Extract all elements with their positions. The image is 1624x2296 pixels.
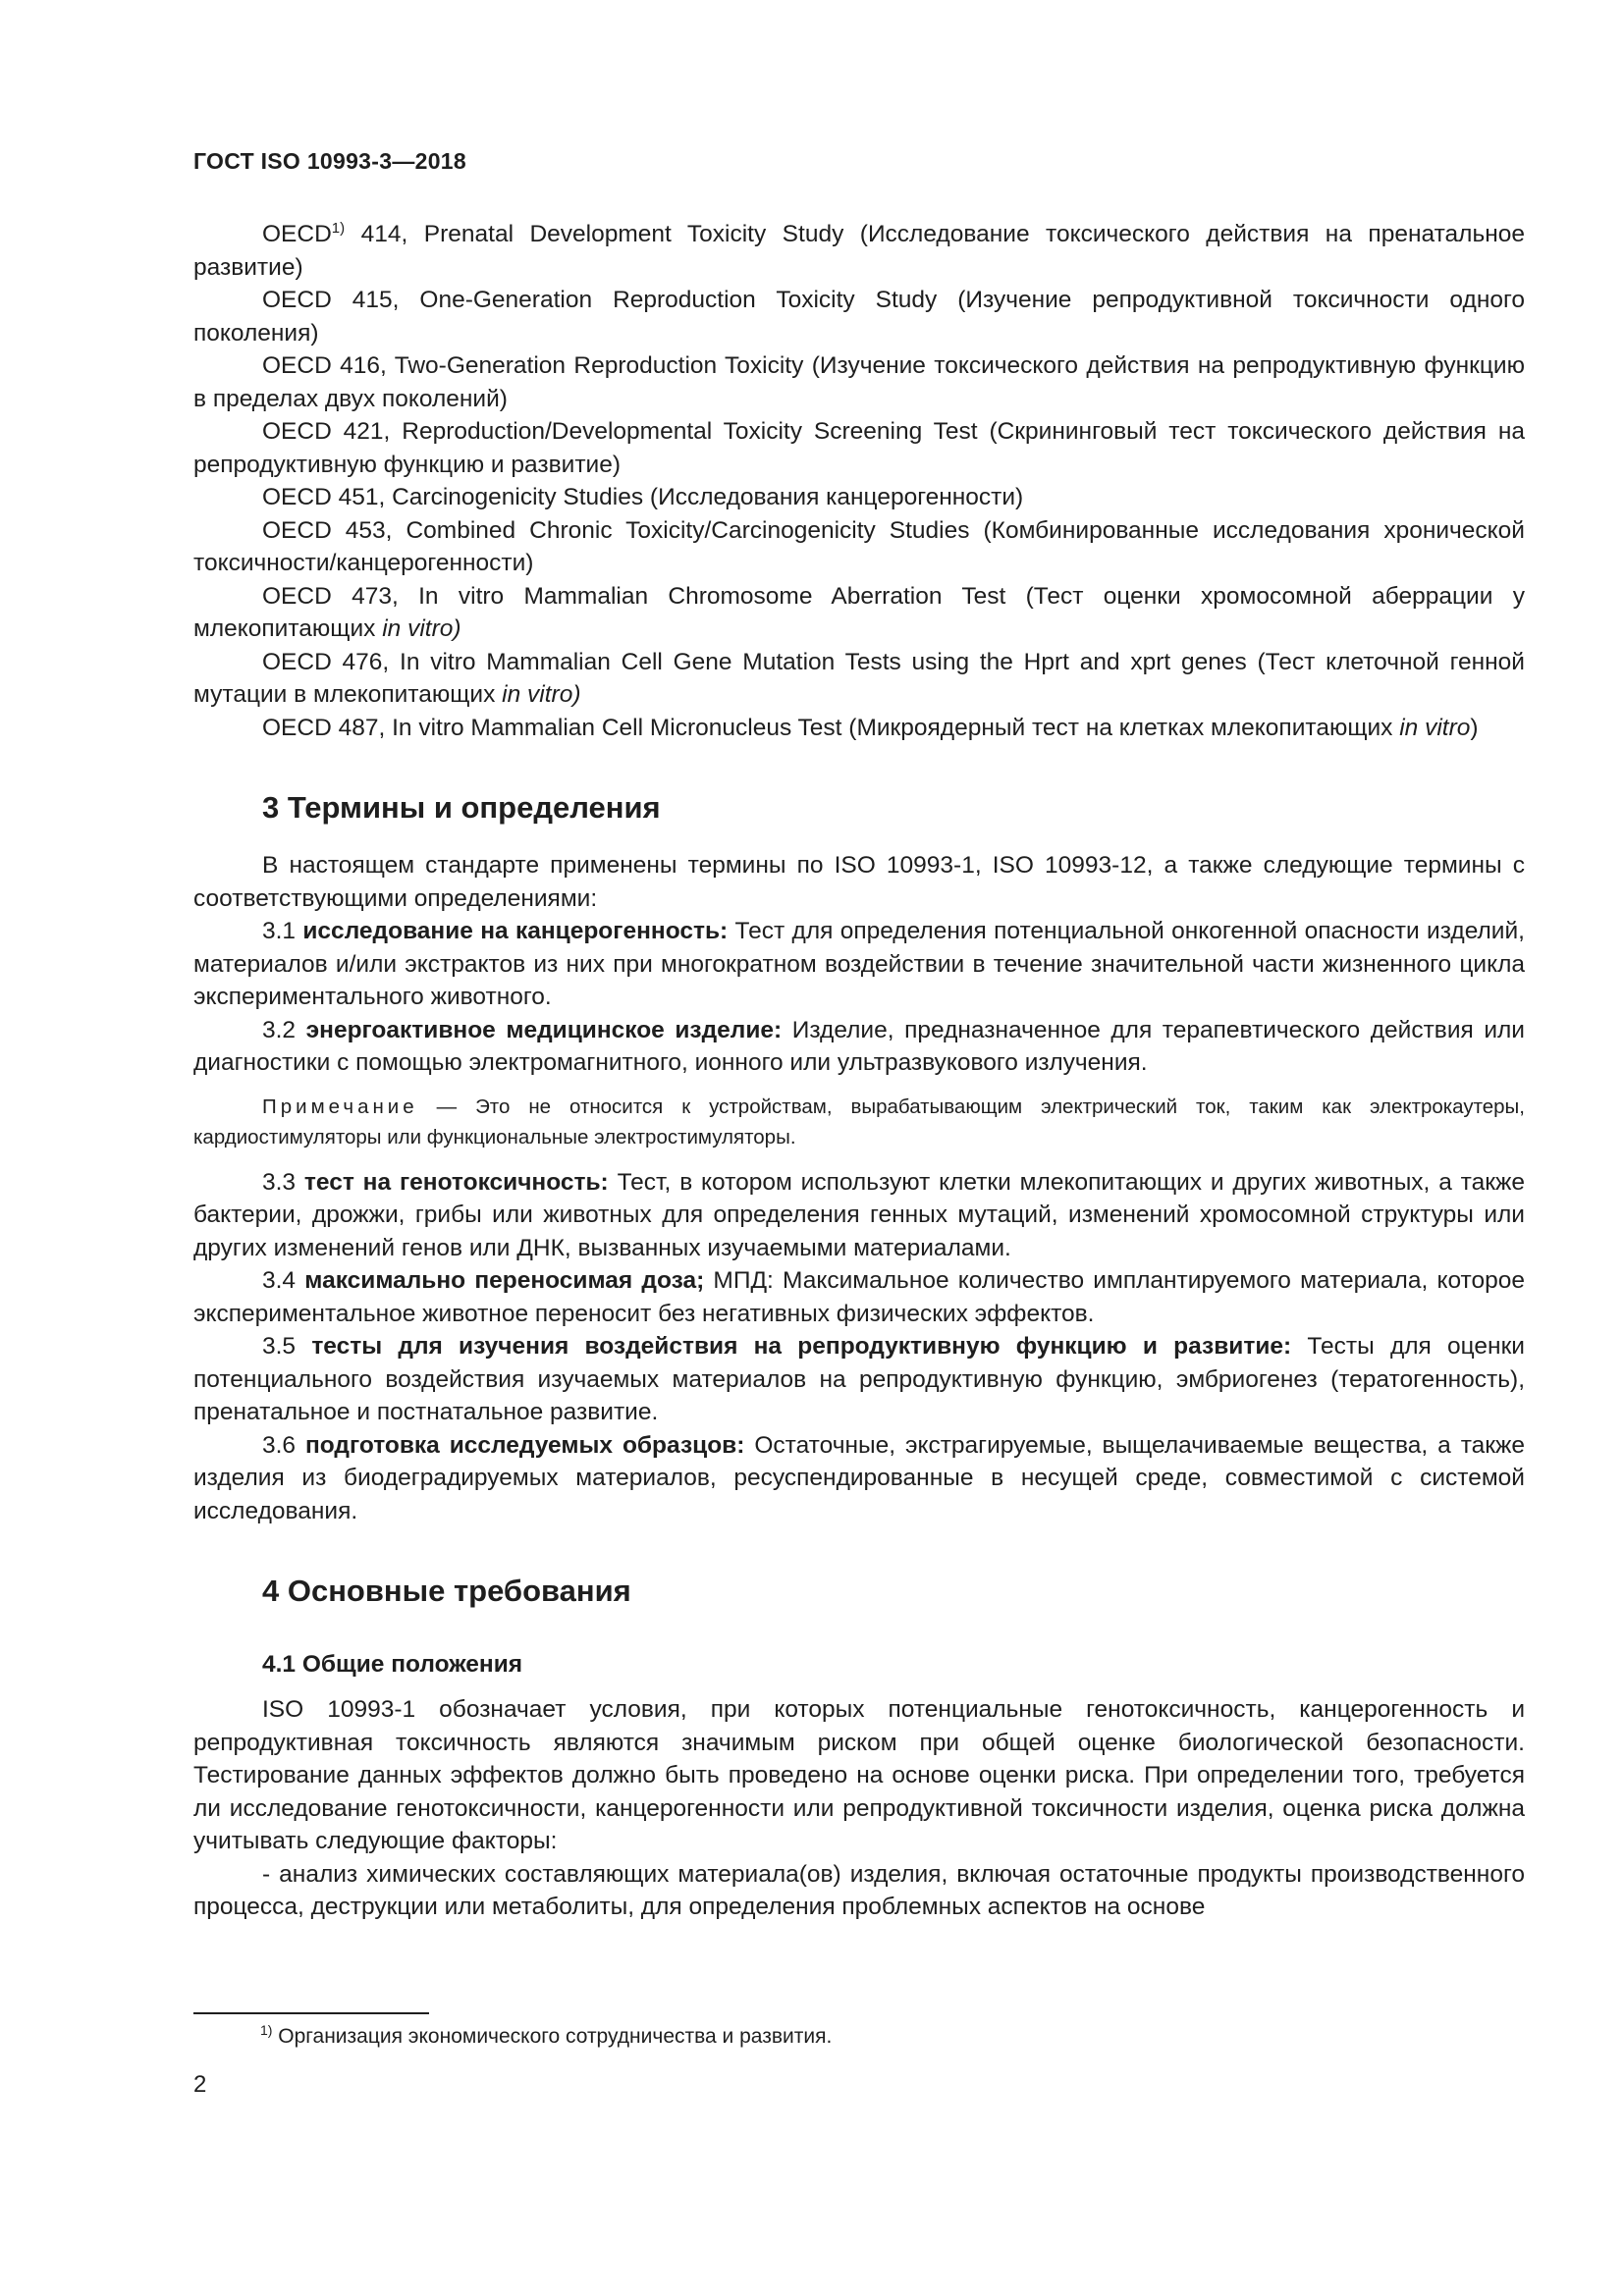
reference-item: OECD 451, Carcinogenicity Studies (Исследования канцерогенности) [262,484,1024,510]
subsection-4-1-title: 4.1 Общие положения [262,1651,523,1678]
term-3-5: 3.5 тесты для изучения воздействия на репродуктивную функцию и развитие: Тесты для оценки потенциального воздействия изучаемых материалов на репродуктивную функцию, эмбриогенез (тератогенность), пренатальное и постнатальное развитие. [193,1333,1525,1425]
term-3-4: 3.4 максимально переносимая доза; МПД: Максимальное количество имплантируемого материала, которое экспериментальное животное переносит без негативных физических эффектов. [193,1267,1525,1327]
section-4-1-paragraph: ISO 10993-1 обозначает условия, при которых потенциальные генотоксичность, канцерогенность и репродуктивная токсичность являются значимым риском при общей оценке биологической безопасности. Тестирование данных эффектов должно быть проведено на основе оценки риска. При определении того, требуется ли исследование генотоксичности, канцерогенности или репродуктивной токсичности изделия, оценка риска должна учитывать следующие факторы: [193,1696,1525,1854]
footnote-marker[interactable]: 1) [331,220,346,237]
section-3-title: 3 Термины и определения [262,790,661,825]
list-item: - анализ химических составляющих материала(ов) изделия, включая остаточные продукты производственного процесса, деструкции или метаболиты, для определения проблемных аспектов на основе [193,1860,1525,1920]
section-3-intro: В настоящем стандарте применены термины по ISO 10993-1, ISO 10993-12, а также следующие термины с соответствующими определениями: [193,852,1525,912]
document-header: ГОСТ ISO 10993-3—2018 [193,148,466,174]
reference-item: OECD 453, Combined Chronic Toxicity/Carcinogenicity Studies (Комбинированные исследования хронической токсичности/канцерогенности) [193,516,1525,576]
references-list [193,218,1525,744]
reference-item: OECD 421, Reproduction/Developmental Toxicity Screening Test (Скрининговый тест токсического действия на репродуктивную функцию и развитие) [193,418,1525,478]
reference-item: OECD 476, In vitro Mammalian Cell Gene Mutation Tests using the Hprt and xprt genes (Тест клеточной генной мутации в млекопитающих in vitro) [193,648,1525,708]
footnote-text: Организация экономического сотрудничества и развития. [278,2025,833,2048]
reference-item: OECD$^{1)}$ 414, Prenatal Development Toxicity Study (Исследование токсического действия на пренатальное развитие) [193,220,1525,281]
page-content [193,218,1525,1924]
footnote-divider [193,2012,429,2014]
term-3-3: 3.3 тест на генотоксичность: Тест, в котором используют клетки млекопитающих и других животных, а также бактерии, дрожжи, грибы или животных для определения генных мутаций, изменений хромосомной структуры или других изменений генов или ДНК, вызванных изучаемыми материалами. [193,1168,1525,1261]
page-number: 2 [193,2071,207,2098]
term-3-6: 3.6 подготовка исследуемых образцов: Остаточные, экстрагируемые, выщелачиваемые вещества, а также изделия из биодеградируемых материалов, ресуспендированные в несущей среде, совместимой с системой исследования. [193,1431,1526,1524]
reference-item: OECD 416, Two-Generation Reproduction Toxicity (Изучение токсического действия на репродуктивную функцию в пределах двух поколений) [193,352,1525,412]
note: Примечание — Это не относится к устройствам, вырабатывающим электрический ток, таким как электрокаутеры, кардиостимуляторы или функциональные электростимуляторы. [193,1095,1525,1148]
reference-item: OECD 473, In vitro Mammalian Chromosome Aberration Test (Тест оценки хромосомной аберрации у млекопитающих in vitro) [193,582,1525,642]
footnote [260,2022,832,2052]
term-3-1: 3.1 исследование на канцерогенность: Тест для определения потенциальной онкогенной опасности изделий, материалов и/или экстрактов из них при многократном воздействии в течение значительной части жизненного цикла экспериментального животного. [193,918,1525,1010]
footnote-number: 1) [260,2022,273,2038]
term-3-2: 3.2 энергоактивное медицинское изделие: Изделие, предназначенное для терапевтического действия или диагностики с помощью электромагнитного, ионного или ультразвукового излучения. [193,1016,1525,1076]
reference-item: OECD 487, In vitro Mammalian Cell Micronucleus Test (Микроядерный тест на клетках млекопитающих in vitro) [262,714,1479,741]
reference-item: OECD 415, One-Generation Reproduction Toxicity Study (Изучение репродуктивной токсичности одного поколения) [193,287,1525,347]
section-4-title: 4 Основные требования [262,1574,631,1608]
